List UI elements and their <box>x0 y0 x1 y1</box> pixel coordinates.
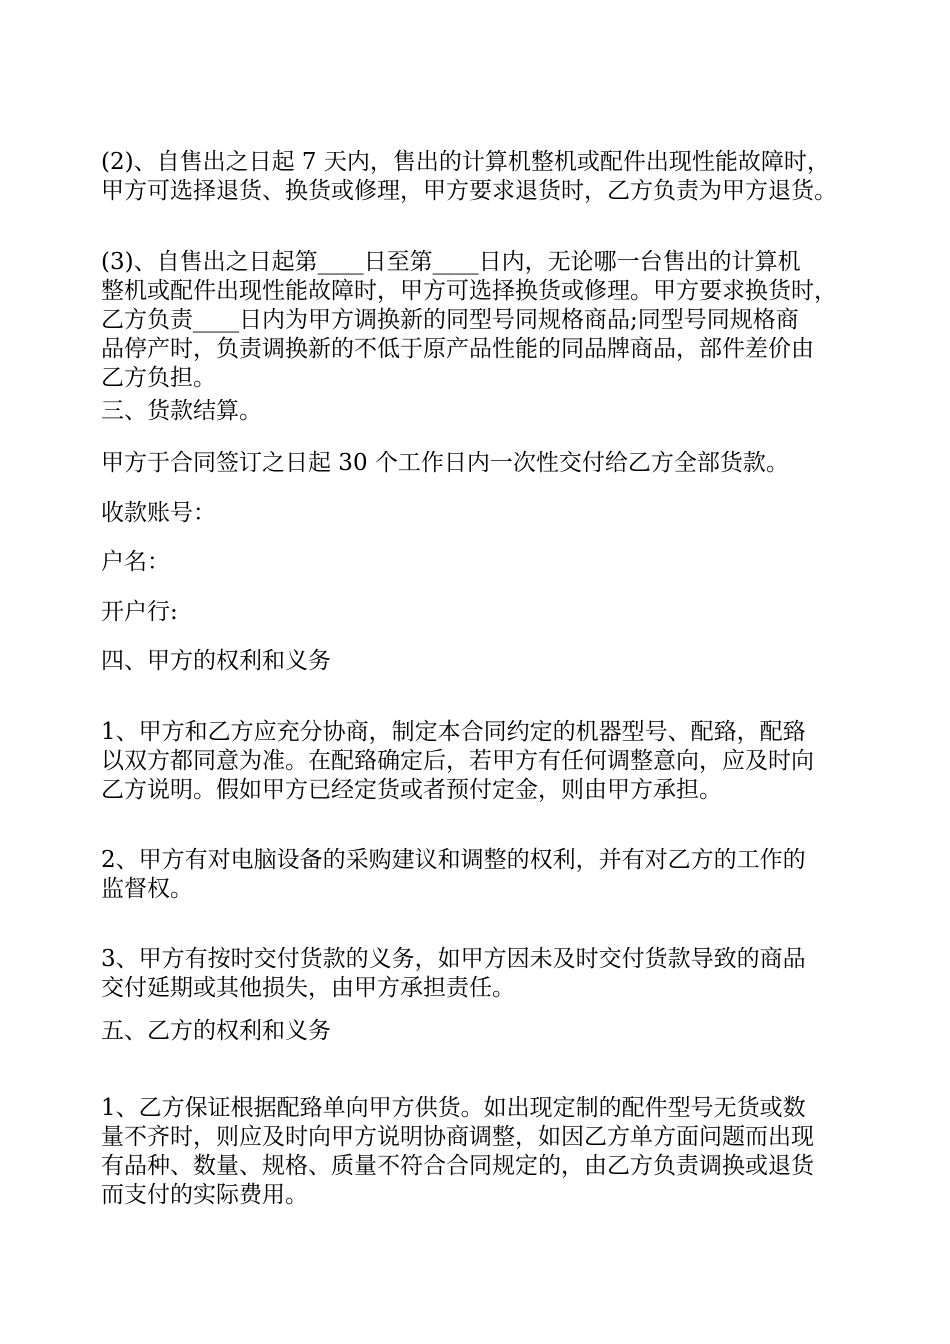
section-5-heading <box>101 1017 861 1046</box>
text-line: (2)、自售出之日起 7 天内，售出的计算机整机或配件出现性能故障时， <box>101 149 830 175</box>
clause-4-1 <box>101 718 861 805</box>
text-line: (3)、自售出之日起第____日至第____日内，无论哪一台售出的计算机 <box>101 249 801 275</box>
bank-name-label <box>101 598 861 627</box>
account-name-label <box>101 548 861 577</box>
clause-5-1 <box>101 1094 861 1210</box>
text-line: 交付延期或其他损失，由甲方承担责任。 <box>101 975 515 1001</box>
heading-text: 三、货款结算。 <box>101 398 262 424</box>
clause-2-2 <box>101 148 861 206</box>
account-number-label <box>101 499 861 528</box>
payment-terms <box>101 449 861 478</box>
clause-4-2 <box>101 846 861 904</box>
text-line: 乙方负担。 <box>101 365 216 391</box>
text-line: 甲方于合同签订之日起 30 个工作日内一次性交付给乙方全部货款。 <box>101 450 789 476</box>
text-line: 3、甲方有按时交付货款的义务，如甲方因未及时交付货款导致的商品 <box>101 946 806 972</box>
text-line: 乙方负责____日内为甲方调换新的同型号同规格商品;同型号同规格商 <box>101 307 799 333</box>
text-line: 品停产时，负责调换新的不低于原产品性能的同品牌商品，部件差价由 <box>101 336 814 362</box>
text-line: 监督权。 <box>101 876 193 902</box>
text-line: 收款账号： <box>101 500 216 526</box>
text-line: 1、甲方和乙方应充分协商，制定本合同约定的机器型号、配臵，配臵 <box>101 719 806 745</box>
text-line: 整机或配件出现性能故障时，甲方可选择换货或修理。甲方要求换货时， <box>101 278 837 304</box>
text-line: 1、乙方保证根据配臵单向甲方供货。如出现定制的配件型号无货或数 <box>101 1095 806 1121</box>
text-line: 量不齐时，则应及时向甲方说明协商调整，如因乙方单方面问题而出现 <box>101 1124 814 1150</box>
text-line: 甲方可选择退货、换货或修理，甲方要求退货时，乙方负责为甲方退货。 <box>101 178 837 204</box>
section-3-heading <box>101 397 861 426</box>
heading-text: 五、乙方的权利和义务 <box>101 1018 331 1044</box>
text-line: 而支付的实际费用。 <box>101 1182 308 1208</box>
clause-4-3 <box>101 945 861 1003</box>
heading-text: 四、甲方的权利和义务 <box>101 648 331 674</box>
text-line: 乙方说明。假如甲方已经定货或者预付定金，则由甲方承担。 <box>101 777 722 803</box>
text-line: 2、甲方有对电脑设备的采购建议和调整的权利，并有对乙方的工作的 <box>101 847 806 873</box>
text-line: 开户行: <box>101 599 178 625</box>
section-4-heading <box>101 647 861 676</box>
text-line: 以双方都同意为准。在配臵确定后，若甲方有任何调整意向，应及时向 <box>101 748 814 774</box>
text-line: 有品种、数量、规格、质量不符合合同规定的，由乙方负责调换或退货 <box>101 1153 814 1179</box>
clause-2-3 <box>101 248 861 393</box>
text-line: 户名： <box>101 549 170 575</box>
